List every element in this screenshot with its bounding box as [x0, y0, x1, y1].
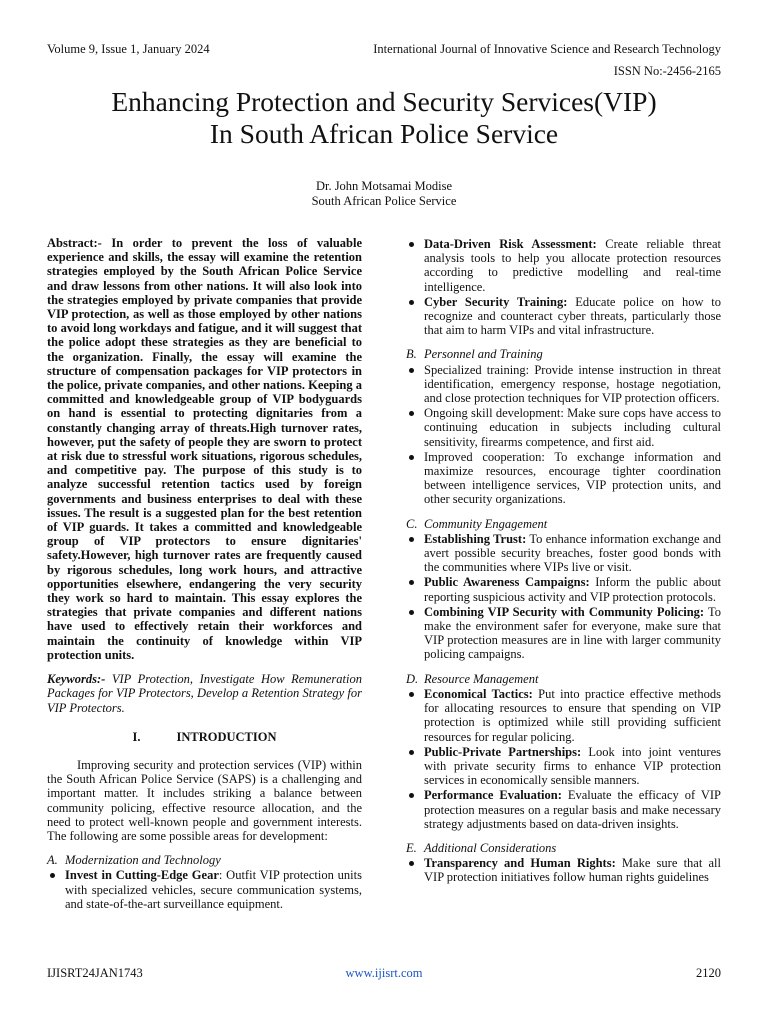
bullet-list-d — [406, 687, 721, 831]
bullet-icon — [50, 873, 55, 878]
subsection-title: Community Engagement — [424, 516, 548, 531]
title-line-2: In South African Police Service — [209, 118, 559, 149]
list-item-bold: Establishing Trust: — [424, 531, 527, 546]
list-item-text: Inform the public about reporting suspicious activity and VIP protection protocols. — [424, 575, 721, 604]
list-item-bold: Public-Private Partnerships: — [424, 744, 582, 759]
footer-url-link[interactable]: www.ijisrt.com — [345, 966, 423, 980]
list-item — [406, 406, 721, 449]
subsection-title: Resource Management — [424, 671, 539, 686]
list-item-text: Create reliable threat analysis tools to help you allocate protection resources according to predictive modelling and real-time intelligence. — [424, 237, 721, 294]
bullet-icon — [409, 750, 414, 755]
header-volume: Volume 9, Issue 1, January 2024 — [47, 42, 210, 56]
list-item — [47, 868, 362, 911]
list-item-text: Evaluate the efficacy of VIP protection measures on a regular basis and make necessary strategy adjustments based on data-driven insights. — [424, 788, 721, 831]
list-item-text: : Outfit VIP protection units with specialized vehicles, secure communication systems, and state-of-the-art surveillance equipment. — [65, 868, 362, 911]
subsection-letter: E. — [406, 840, 417, 855]
bullet-icon — [409, 861, 414, 866]
keywords-label: Keywords:- — [47, 672, 106, 687]
subsection-heading-b — [406, 347, 721, 361]
footer-url-wrap — [0, 966, 768, 981]
list-item-bold: Performance Evaluation: — [424, 788, 562, 803]
list-item — [406, 237, 721, 294]
list-item-text: Specialized training: Provide intense instruction in threat identification, emergency response, hostage negotiation, and close protection techniques for VIP protection officers. — [424, 362, 721, 406]
title-line-1: Enhancing Protection and Security Services(VIP) — [111, 86, 657, 117]
section-heading-introduction — [47, 730, 362, 744]
list-item — [406, 450, 721, 507]
subsection-letter: B. — [406, 347, 417, 362]
keywords — [47, 672, 362, 715]
list-item-text: Look into joint ventures with private security firms to enhance VIP protection services in economically sensible manners. — [424, 744, 721, 788]
left-column — [47, 236, 362, 911]
list-item-text: Educate police on how to recognize and counteract cyber threats, particularly those that aim to harm VIPs and vital infrastructure. — [424, 294, 722, 338]
list-item — [406, 687, 721, 744]
list-item — [406, 532, 721, 575]
list-item-text: Ongoing skill development: Make sure cops have access to continuing education in subjects including cultural sensitivity, firearms competence, and first aid. — [424, 406, 721, 449]
keywords-text: VIP Protection, Investigate How Remuneration Packages for VIP Protectors, Develop a Retention Strategy for VIP Protectors. — [47, 672, 362, 715]
right-column — [406, 236, 721, 885]
bullet-icon — [409, 610, 414, 615]
bullet-icon — [409, 242, 414, 247]
bullet-list-a-right — [406, 237, 721, 337]
list-item-bold: Economical Tactics: — [424, 686, 533, 701]
list-item-bold: Combining VIP Security with Community Policing: — [424, 604, 705, 619]
list-item-bold: Transparency and Human Rights: — [424, 856, 616, 871]
list-item-text: To enhance information exchange and avert possible security breaches, foster good bonds with the communities where VIPs live or visit. — [424, 531, 721, 575]
header-issn: ISSN No:-2456-2165 — [613, 64, 721, 78]
list-item-bold: Data-Driven Risk Assessment: — [424, 237, 597, 251]
bullet-icon — [409, 368, 414, 373]
subsection-heading-c — [406, 517, 721, 531]
list-item — [406, 295, 721, 338]
subsection-heading-d — [406, 672, 721, 686]
author-block — [0, 179, 768, 209]
subsection-title: Additional Considerations — [424, 840, 557, 855]
bullet-list-b — [406, 363, 721, 507]
paper-title — [0, 86, 768, 150]
list-item-text: Make sure that all VIP protection initiatives follow human rights guidelines — [424, 856, 721, 885]
subsection-title: Modernization and Technology — [65, 853, 221, 868]
list-item-bold: Invest in Cutting-Edge Gear — [65, 868, 219, 883]
list-item-bold: Public Awareness Campaigns: — [424, 575, 590, 590]
bullet-icon — [409, 300, 414, 305]
subsection-title: Personnel and Training — [424, 347, 543, 362]
footer-code: IJISRT24JAN1743 — [47, 966, 143, 980]
list-item — [406, 856, 721, 884]
bullet-icon — [409, 580, 414, 585]
list-item — [406, 788, 721, 831]
bullet-icon — [409, 692, 414, 697]
bullet-list-e — [406, 856, 721, 884]
list-item — [406, 605, 721, 662]
subsection-letter: C. — [406, 516, 418, 531]
list-item-text: Put into practice effective methods for allocating resources to ensure that spending on VIP protection is optimized while still providing sufficient resources for regular policing. — [424, 686, 721, 744]
subsection-heading-a — [47, 853, 362, 867]
bullet-icon — [409, 411, 414, 416]
section-title: INTRODUCTION — [176, 729, 277, 744]
bullet-list-a-left — [47, 868, 362, 911]
author-name: Dr. John Motsamai Modise — [315, 179, 453, 193]
subsection-letter: D. — [406, 671, 419, 686]
list-item — [406, 575, 721, 603]
list-item — [406, 363, 721, 406]
header-journal: International Journal of Innovative Science and Research Technology — [373, 42, 721, 56]
footer-page-number: 2120 — [696, 966, 721, 980]
bullet-icon — [409, 455, 414, 460]
intro-paragraph: Improving security and protection services (VIP) within the South African Police Service (SAPS) is a challenging and important matter. It includes striking a balance between community policing, effective resource allocation, and the need to protect well-known people and government interests. The following are some possible areas for development: — [47, 757, 362, 843]
section-number: I. — [132, 729, 141, 744]
subsection-heading-e — [406, 841, 721, 855]
list-item-bold: Cyber Security Training: — [424, 294, 568, 309]
list-item-text: To make the environment safer for everyone, make sure that VIP protection measures are in line with larger community policing campaigns. — [424, 604, 721, 662]
list-item — [406, 745, 721, 788]
bullet-icon — [409, 793, 414, 798]
bullet-list-c — [406, 532, 721, 662]
abstract: Abstract:- In order to prevent the loss of valuable experience and skills, the essay will examine the retention strategies employed by the South African Police Service and draw lessons from other nations. It will also look into the strategies employed by private companies that provide VIP protection, as well as those employed by other nations to avoid long workdays and fatigue, and it will suggest that the police adopt these strategies as they are beneficial to the organization. Finally, the essay will examine the structure of compensation packages for VIP protectors in the police, private companies, and other nations. Keeping a committed and knowledgeable group of VIP bodyguards on hand is essential to protecting dignitaries from a constantly changing array of threats.High turnover rates, however, put the safety of people they are sworn to protect at risk due to stressful work situations, rigorous schedules, and competitive pay. The purpose of this study is to analyze successful retention tactics used by foreign governments and business enterprises to deal with these issues. The result is a suggested plan for the best retention of VIP guards. It takes a committed and knowledgeable group of VIP protectors to ensure dignitaries' safety.However, high turnover rates are frequently caused by rigorous schedules, long work hours, and attractive opportunities elsewhere, endangering the very security they work so hard to maintain. This essay explores the strategies that private companies and different nations have used to effectively retain their workforces and maintain the continuity of knowledge within VIP protection units. — [47, 236, 362, 662]
list-item-text: Improved cooperation: To exchange information and maximize resources, encourage tighter coordination between intelligence services, VIP protection units, and other security organizations. — [424, 449, 721, 507]
subsection-letter: A. — [47, 853, 58, 868]
author-affiliation: South African Police Service — [311, 194, 457, 208]
bullet-icon — [409, 537, 414, 542]
